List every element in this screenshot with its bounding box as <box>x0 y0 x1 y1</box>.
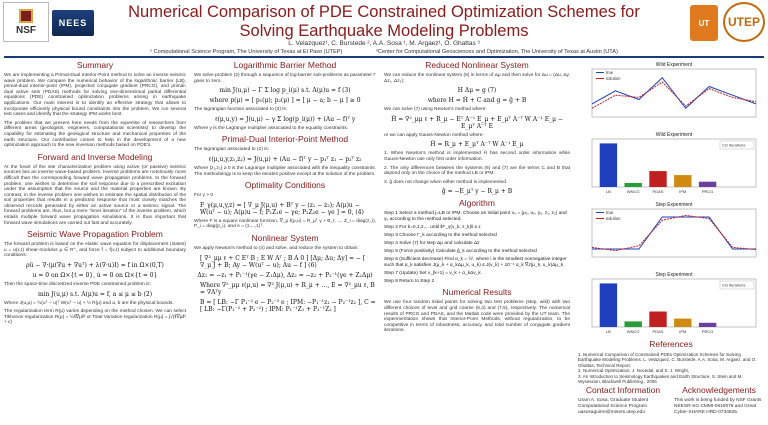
optimization-text: Then the space-time discretized inverse PDE constrained problem is: <box>4 282 151 288</box>
section-nonlinear-heading: Nonlinear System <box>251 232 319 243</box>
chart-wild-line-svg <box>578 59 764 127</box>
bar-PRCG <box>699 182 716 187</box>
summary-text-2: The problem that we present here needs from the expertise of researchers from different areas (geologists, engineers, computational scientists) to develop the capability for estimating the geological structure and mechanical properties of the earth structure. Our contribution comes to help in the development of a new optimization approach to the new inversion methods based on PDE's. <box>4 120 186 149</box>
nonlinear-equation: [ ∇²_μμ ℓ + C Eᵀ B ; E W Aᵀ ; B A 0 ] [Δμ; Δu; Δy] = − [ ∇_μ J + B; Ay − W(uᵀ − u); Au − f ] (6) <box>200 254 366 269</box>
reduced-text-2: We can solve (7) using Newton's method where: <box>384 107 487 113</box>
reduced-text: We can reduce the nonlinear system (6) in terms of Δμ and then solve for Δu = (Δu, Δy, Δz₁, Δz₂): <box>384 73 570 84</box>
column-1 <box>4 59 186 423</box>
reduced-text-3: or we can apply Gauss-Newton method where: <box>384 132 484 138</box>
chart-title: Step Experiment <box>655 202 693 208</box>
seismic-equation: ρü − ∇·(μ(∇u + ∇uᵀ) + λ(∇·u)I) = f in Ω×(0,T) <box>26 262 164 270</box>
section-ack-heading: Acknowledgements <box>682 385 756 396</box>
legend-label-solution: solution <box>606 76 621 81</box>
column-4 <box>578 59 764 423</box>
legend-label-solution: solution <box>606 216 621 221</box>
tick-label-IPM: IPM <box>679 189 687 194</box>
tick-label-PDAS: PDAS <box>652 329 664 334</box>
log-barrier-text-3: Where y is the Lagrange multiplier associated to the equality constraints. <box>194 125 349 131</box>
authors: L. Velazquez¹, C. Burstede ², A.A. Sosa ¹, M. Argaez¹, O. Ghattas ³ <box>288 40 480 47</box>
section-numerical-heading: Numerical Results <box>442 287 512 298</box>
algorithm-step-6: Step 6 (Sufficient decrease) Find α_k = ½ⁱ, where i is the smallest nonnegative integer such that α_k satisfies J(μ_k + α_kΔμ_k, u_k) ≤ J(v_k) + 10⁻⁴ α_k ∇J(μ_k, u_k)Δμ_k <box>384 257 567 269</box>
reduced-equation: H Δμ = g (7) <box>457 87 497 95</box>
forward-inverse-text: At the heart of the site characterization problem using active (or passive) seismic sources lies an inverse wave-based problem. Inverse problems are notoriously more difficult than the corresponding forward wave propagation problems. In the forward problem, one wishes to determine the soil response due to a prescribed excitation under the assumption that the source and the material properties are known. By contrast, in the inverse problem one wishes to estimate the spatial distribution of the soil properties that results in a predicted response that most closely matches the observed records generated by either an active source or a seismic signal. The forward problems are, thus, but a mere "inner iteration" of the inverse problem, which entails multiple forward wave propagation simulations. It is thus important that forward wave simulations are carried out fast and accurately. <box>4 164 186 226</box>
bar-IPM <box>674 319 691 327</box>
affiliation-1: ¹ Computational Science Program, The University of Texas at El Paso (UTEP) <box>150 49 343 55</box>
section-forward-inverse-heading: Forward and Inverse Modeling <box>37 151 153 162</box>
algorithm-step-8: Step 8 Return to Step 2 <box>384 279 435 285</box>
chart-wild-bar <box>578 129 764 197</box>
ack-line-2: NEESR-SG CMMI-0619078 and Great <box>674 404 757 410</box>
reference-3: 3. An Introduction to Seismology Earthquakes and Earth Structure, S. Stein and M. Wysession, Blackwell Publishing., 2006 <box>578 373 743 385</box>
remark-1: 1. When Newton's method is implemented Ĥ has second order information while Gauss-Newton use only first order information. <box>384 151 570 162</box>
primal-dual-lagrangian: ℓ(μ,u,y,z₁,z₂) = J(u,μ) + (Au − f)ᵀ y − p₁ᵀ z₁ − p₂ᵀ z₂ <box>208 155 362 163</box>
affiliation-2: ²Center for Computational Geosciences and Optimization, The University of Texas at Austin (UTA) <box>375 49 618 55</box>
algorithm-step-7: Step 7 (Update) Set v_{k+1} = v_k + α_kΔv_k <box>384 271 481 277</box>
logo-left-label: NSF <box>16 24 36 36</box>
reduced-equation-4: Ĥ = R_μ + E_μᵀ A⁻ᵀ W A⁻¹ E_μ <box>430 141 524 149</box>
objective-text: Where J(u,μ) = ½(uᵀ − u)ᵀ W(uᵀ − u) + ½ R(μ) and a, b are the physical bounds. <box>4 300 174 306</box>
contact-email[interactable]: uasosaguirre@miners.utep.edu <box>578 410 645 416</box>
seismic-text: The forward problem is based on the elastic wave equation for displacement (states) u = u(x,t) shear-modulus μ ∈ R⁺, and force f = f(x,t) subject to additional boundary conditions: <box>4 242 186 259</box>
ack-block <box>674 384 764 415</box>
primal-dual-text-2: Where {z₁,z₂} ≥ 0 is the Lagrange multiplier associated with the inequality constraints. The methodology is to keep the iterates positive except at the solution of the problem. <box>194 165 376 177</box>
remark-3-equation: ĝ = −E_μᵀ y − R_μ + B <box>441 188 513 196</box>
ut-logo-icon: UT <box>690 5 718 41</box>
remark-2: 2. The only differences between the systems (6) and (7) are the terms C and B that depend only on the choice of the method LB or IPM. <box>384 165 570 177</box>
algorithm-step-2: Step 2 For k=0,1,2,... until ‖F_γ(v_k, z_k)‖ ≤ ε <box>384 225 481 231</box>
contact-ack-row <box>578 384 764 415</box>
reduced-equation-3: Ĥ = ∇²_μμ ℓ + R_μ − Eᵀ A⁻¹ E_μ + E_μᵀ A⁻ᵀ W A⁻¹ E_μ − E_μᵀ A⁻ᵀ E <box>391 115 563 130</box>
log-barrier-lagrangian: ℓ(μ,u,y) = J(u,μ) − γ Σ log(p_i(μ)) + (Au − f)ᵀ y <box>214 115 356 123</box>
bar-PDAS <box>649 312 666 328</box>
bar-PDAS <box>649 171 666 187</box>
chart-step-line-svg <box>578 199 764 267</box>
chart-title: Step Experiment <box>655 272 693 278</box>
log-barrier-equation: min J(u,μ) − Γ Σ log p_i(μ) s.t. A(μ)u = f (3) <box>219 87 351 95</box>
reduced-equation-2: where H = Ĥ + C and g = ĝ + B <box>427 97 527 105</box>
contact-line-1: Uram A. Sosa, Graduate Student <box>578 398 649 404</box>
primal-dual-text: The lagrangian associated to (2) is: <box>194 147 269 153</box>
section-log-barrier-heading: Logarithmic Barrier Method <box>233 60 337 70</box>
chart-title: Wild Experiment <box>655 132 693 138</box>
algorithm-step-1: Step 1 Select a method j=LB or IPM. Choose an initial point v₀ = (μ₀, u₀, y₀, z₁, z₂) and γ₀ according to the method selected. <box>384 211 567 223</box>
nees-logo: NEES <box>52 10 94 36</box>
affiliations <box>0 49 768 55</box>
log-barrier-equation-2: where p(μ) = [ p₁(μ); p₂(μ) ] = [ μ − a; b − μ ] ≥ 0 <box>209 97 361 105</box>
section-primal-dual-heading: Primal-Dual Interior-Point Method <box>221 134 349 145</box>
chart-step-line <box>578 199 764 267</box>
column-2 <box>194 59 376 423</box>
regularization-text: The regularization term R(μ) varies depending on the method chosen. We can select Tikhonov regularization R(μ) = ½‖∇μ‖² or Total Variation regularization R(μ) = ∫√(‖∇μ‖² + ε) <box>4 309 186 326</box>
tick-label-PRCG: PRCG <box>701 329 714 334</box>
nonlinear-text: We apply Newton's method to (4) and solve, and reduce the system to obtain: <box>194 245 359 251</box>
nonlinear-equation-4: B = [ LB: −Γ P₁⁻² e − P₂⁻² e ; IPM: −P₁⁻¹z₁ − P₂⁻¹z₂ ], C = [ LB: −Γ(P₁⁻² + P₂⁻²) ; IPM: P₁⁻¹Z₁ + P₂⁻¹Z₂ ] <box>200 298 376 313</box>
tick-label-WNCG: WNCG <box>626 329 640 334</box>
chart-title: Wild Experiment <box>655 62 693 68</box>
bar-LB <box>600 283 617 327</box>
optimality-text: For γ > 0 <box>194 193 214 199</box>
chart-step-bar-svg <box>578 269 764 337</box>
log-barrier-text-2: The lagrangian function associated to (3) is: <box>194 107 288 113</box>
legend-label-true: true <box>606 210 614 215</box>
section-algorithm-heading: Algorithm <box>459 198 495 209</box>
header-divider <box>4 56 764 58</box>
algorithm-step-4: Step 4 Solve (7) for step Δμ and calculate Δz <box>384 241 480 247</box>
bar-PRCG <box>699 323 716 327</box>
numerical-text: We use four random initial points for solving two test problems (step, wild) with two different choices of level and grid coarse (6,3) and (7,5), respectively. The numerical results of PRCG and PDAS, and the Matlab code were provided by the UT team. The experimentation shows that Interior-Point Methods, without regularization, to be competitive in terms of robustness, accuracy, and total number of conjugate gradient iterations. <box>384 300 570 334</box>
chart-wild-bar-svg <box>578 129 764 197</box>
seismic-equation-2: u = 0 on Ω×{t = 0}, u̇ = 0 on Ω×{t = 0} <box>32 272 158 280</box>
bar-WNCG <box>625 183 642 187</box>
nonlinear-equation-2: Δz₁ = −z₁ + P₁⁻¹(γe − Z₁Δμ), Δz₂ = −z₂ + P₂⁻¹(γe + Z₂Δμ) <box>197 271 373 279</box>
column-3 <box>384 59 570 423</box>
ack-line-3: Cyber-SHARE HRD-0734825. <box>674 410 739 416</box>
section-reduced-heading: Reduced Nonlinear System <box>425 60 529 70</box>
tick-label-LB: LB <box>605 189 611 194</box>
tick-label-WNCG: WNCG <box>626 189 640 194</box>
utep-logo: UTEP <box>723 2 765 42</box>
algorithm-step-3: Step 3 Choose Γ_k according to the method selected <box>384 233 497 239</box>
section-references-heading: References <box>649 339 693 349</box>
optimization-equation: min J(u,μ) s.t. A(μ)u = f, a ≤ μ ≤ b (2) <box>37 290 153 298</box>
chart-wild-line <box>578 59 764 127</box>
bar-WNCG <box>625 321 642 327</box>
legend-label: CG iterations <box>722 282 746 288</box>
contact-line-2: Computational Science Program <box>578 404 648 410</box>
reference-1: 1. Numerical Comparison of Constrained PDEs Optimization Schemes for Solving Earthquake Modeling Problems. L. Velazquez, C. Burstede, A.A. Sosa, M. Argaez, and O. Ghattas, Technical Report. <box>578 352 757 368</box>
tick-label-IPM: IPM <box>679 329 687 334</box>
algorithm-step-5: Step 5 (Force positivity) Calculate ĝ_k according to the method selected <box>384 249 537 255</box>
section-contact-heading: Contact Information <box>585 385 661 396</box>
chart-step-bar <box>578 269 764 337</box>
title-line-2: Solving Earthquake Modeling Problems <box>239 22 529 40</box>
legend-label: CG iterations <box>722 142 746 148</box>
optimality-equation: F_γ(μ,u,y,z) = [ ∇_μ J(μ,u) + Bᵀ y − (z₁ − z₂); A(μ)u − W(uᵀ − u); A(μ)u − f; P₁Z₁e − γe; P₂Z₂e − γe ] = 0, (4) <box>200 201 364 216</box>
reference-2: 2. Numerical Optimization. J. Nocedal, and S. J. Wright, <box>578 368 689 374</box>
contact-block <box>578 384 668 415</box>
nonlinear-equation-3: Where ∇²_μμ ℓ(μ,u) = ∇² J(μ,u) + R_μ + ..., E = ∇²_μu ℓ, B = ∇Aᵀy <box>200 281 375 296</box>
title-line-1: Numerical Comparison of PDE Constrained Optimization Schemes for <box>128 3 640 21</box>
ack-line-1: This work is being funded by NSF Grants <box>674 398 762 404</box>
optimality-text-2: Where F is a square nonlinear function, ∇_μ ℓ(μ,u) = R_μᵀ γ + B_r, ..., Z_i = diag(z_i), P_i = diag(p_i), and e = (1,...,1)ᵀ. <box>194 218 376 230</box>
log-barrier-text: We solve problem (2) through a sequence of log-barrier sub-problems as parameter Γ goes to zero. <box>194 73 376 84</box>
tick-label-PRCG: PRCG <box>701 189 714 194</box>
poster-title <box>0 3 768 41</box>
legend-label-true: true <box>606 70 614 75</box>
section-summary-heading: Summary <box>76 60 114 70</box>
tick-label-LB: LB <box>605 329 611 334</box>
bar-LB <box>600 143 617 187</box>
bar-IPM <box>674 175 691 187</box>
summary-text: We are implementing a Primal-Dual Interior-Point method to solve an inverse seismic wave problem. We compare the numerical behavior of the logarithmic barrier (LB), primal-dual interior-point (IPM), projected conjugate gradient (PRCG), and primal-dual active sets (PDAS) methods for solving one-dimensional partial differential equations (PDE) constrained optimization problems arising in earthquake applications. Our main interest is to identify an effective strategy that allows to incorporate efficiently physical bound constraints into the problem. We run several test cases and identify that the strategy IPM works best. <box>4 73 186 118</box>
section-optimality-heading: Optimality Conditions <box>244 180 326 191</box>
remark-3: 3. ĝ does not change when either method is implemented <box>384 179 506 185</box>
section-seismic-heading: Seismic Wave Propagation Problem <box>27 229 163 240</box>
tick-label-PDAS: PDAS <box>652 189 664 194</box>
